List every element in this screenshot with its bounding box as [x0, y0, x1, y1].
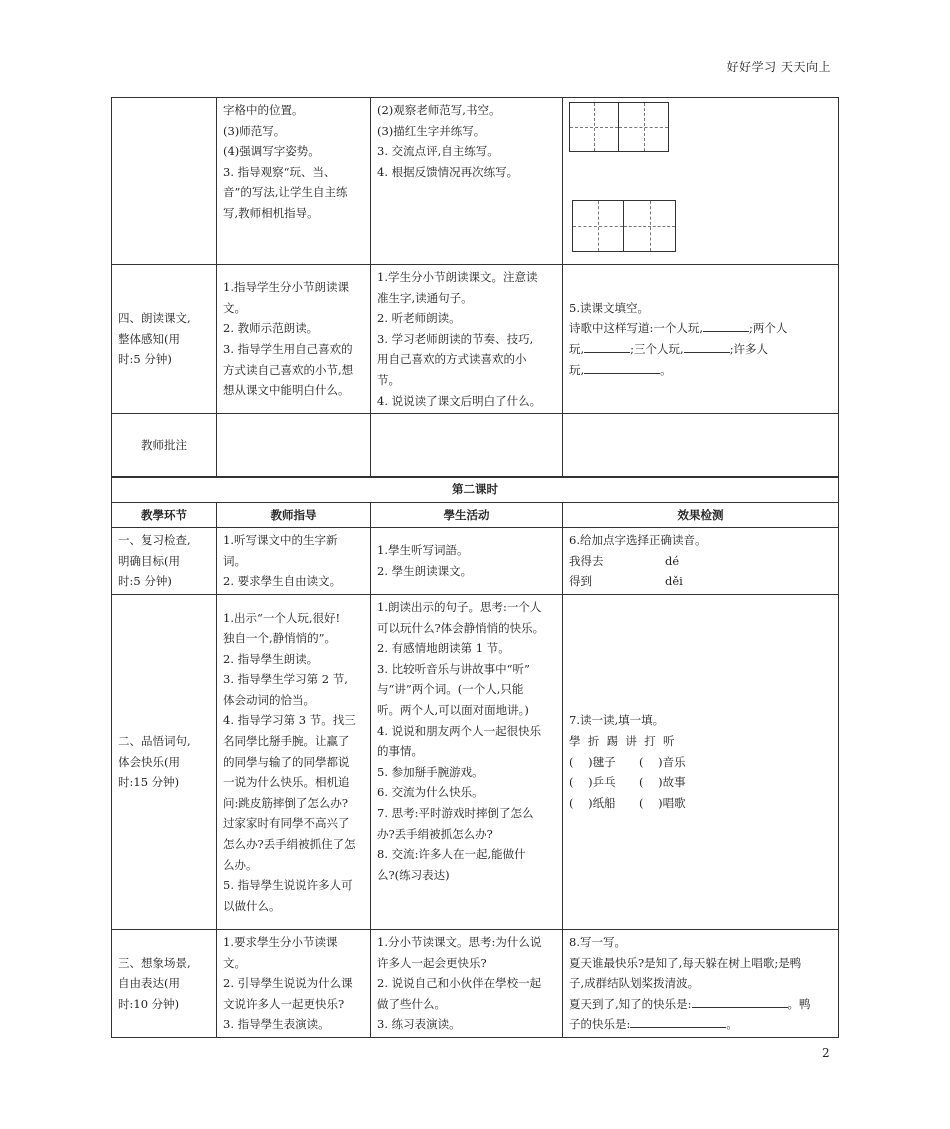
notes-cell [371, 414, 563, 478]
teacher-guidance-cell: 1.要求學生分小节读课 文。 2. 引导學生说说为什么课 文说许多人一起更快乐? 3. 指导學生表演读。 [217, 929, 371, 1037]
stage-cell: 三、想象场景, 自由表达(用 时:10 分钟) [112, 929, 217, 1037]
teacher-guidance-cell: 1.指导学生分小节朗读课 文。 2. 教师示范朗读。 3. 指导学生用自己喜欢的 方式读自己喜欢的小节,想 想从课文中能明白什么。 [217, 265, 371, 414]
student-activity-cell: 1.學生听写词語。 2. 學生朗读课文。 [371, 528, 563, 595]
writing-grid-pair [569, 102, 832, 152]
stage-cell: 四、朗读课文, 整体感知(用 时:5 分钟) [112, 265, 217, 414]
fill-blank [584, 373, 660, 374]
column-header: 效果检测 [563, 502, 839, 528]
lesson-plan-table-part2 [111, 476, 839, 1038]
fill-blank [584, 352, 630, 353]
effect-check-cell: 8.写一写。 夏天谁最快乐?是知了,每天躲在树上唱歌;是鸭 子,成群结队划桨拨清波。 夏天到了,知了的快乐是: 。鸭 子的快乐是: 。 [563, 929, 839, 1037]
header-row [112, 502, 839, 528]
column-header: 學生活动 [371, 502, 563, 528]
table-row [112, 414, 839, 478]
writing-grid-box [624, 200, 676, 252]
fill-blank [684, 352, 730, 353]
student-activity-cell: 1.学生分小节朗读课文。注意读 准生字,读通句子。 2. 听老师朗读。 3. 学习老师朗读的节奏、技巧, 用自己喜欢的方式读喜欢的小 节。 4. 说说读了课文后明白了什么。 [371, 265, 563, 414]
teacher-guidance-cell: 1.听写课文中的生字新 词。 2. 要求學生自由读文。 [217, 528, 371, 595]
table-row [112, 929, 839, 1037]
column-header: 教學环节 [112, 502, 217, 528]
effect-check-cell: 6.给加点字选择正确读音。 我得去 dé 得到 děi [563, 528, 839, 595]
teacher-notes-label: 教师批注 [112, 414, 217, 478]
teacher-guidance-cell: 字格中的位置。 (3)师范写。 (4)强调写字姿势。 3. 指导观察“玩、当、 音”的写法,让学生自主练 写,教师相机指导。 [217, 98, 371, 265]
notes-cell [217, 414, 371, 478]
page-number: 2 [822, 1046, 830, 1060]
session-title-row [112, 477, 839, 503]
student-activity-cell: 1.分小节读课文。思考:为什么说 许多人一起会更快乐? 2. 说说自己和小伙伴在學校一起 做了些什么。 3. 练习表演读。 [371, 929, 563, 1037]
writing-grid-pair [572, 200, 832, 252]
session-title: 第二课时 [112, 477, 839, 503]
fill-blank [703, 331, 749, 332]
writing-grid-box [572, 200, 624, 252]
lesson-plan-table-part1 [111, 97, 839, 478]
stage-cell: 一、复习检查, 明确目标(用 时:5 分钟) [112, 528, 217, 595]
student-activity-cell: 1.朗读出示的句子。思考:一个人 可以玩什么?体会静悄悄的快乐。 2. 有感情地朗读第 1 节。 3. 比较听音乐与讲故事中“听” 与“讲”两个词。(一个人,只能 听。两个人,可以面对面地讲。) 4. 说说和朋友两个人一起很快乐 的事情。 5. 参加掰手腕游戏。 6. 交流为什么快乐。 7. 思考:平时游戏时摔倒了怎么 办?丢手绢被抓怎么办? 8. 交流:许多人在一起,能做什 么?(练习表达) [371, 594, 563, 929]
writing-grid-box [569, 102, 619, 152]
column-header: 教师指导 [217, 502, 371, 528]
notes-cell [563, 414, 839, 478]
teacher-guidance-cell: 1.出示“一个人玩,很好! 独自一个,静悄悄的”。 2. 指导學生朗读。 3. 指导學生学习第 2 节, 体会动词的恰当。 4. 指导学习第 3 节。找三 名同學比掰手腕。让赢了 的同學与输了的同學都说 一说为什么快乐。相机追 问:跳皮筋摔倒了怎么办? 过家家时有同學不高兴了 怎么办?丢手绢被抓住了怎 么办。 5. 指导學生说说许多人可 以做什么。 [217, 594, 371, 929]
student-activity-cell: (2)观察老师范写,书空。 (3)描红生字并练写。 3. 交流点评,自主练写。 4. 根据反馈情况再次练写。 [371, 98, 563, 265]
writing-grid-box [619, 102, 669, 152]
fill-blank [692, 1007, 788, 1008]
page-header: 好好学习 天天向上 [726, 60, 831, 74]
stage-cell: 二、品悟词句, 体会快乐(用 时:15 分钟) [112, 594, 217, 929]
stage-cell [112, 98, 217, 265]
table-row [112, 594, 839, 929]
table-row [112, 98, 839, 265]
table-row [112, 265, 839, 414]
table-row [112, 528, 839, 595]
fill-blank [630, 1027, 726, 1028]
effect-check-cell: 7.读一读,填一填。 學 折 踢 讲 打 听 ( )毽子 ( )音乐 ( )乒乓 ( )故事 ( )纸船 ( )唱歌 [563, 594, 839, 929]
effect-check-cell: 5.读课文填空。 诗歌中这样写道:一个人玩, ;两个人 玩, ;三个人玩, ;许多人 玩, 。 [563, 265, 839, 414]
effect-check-cell [563, 98, 839, 265]
